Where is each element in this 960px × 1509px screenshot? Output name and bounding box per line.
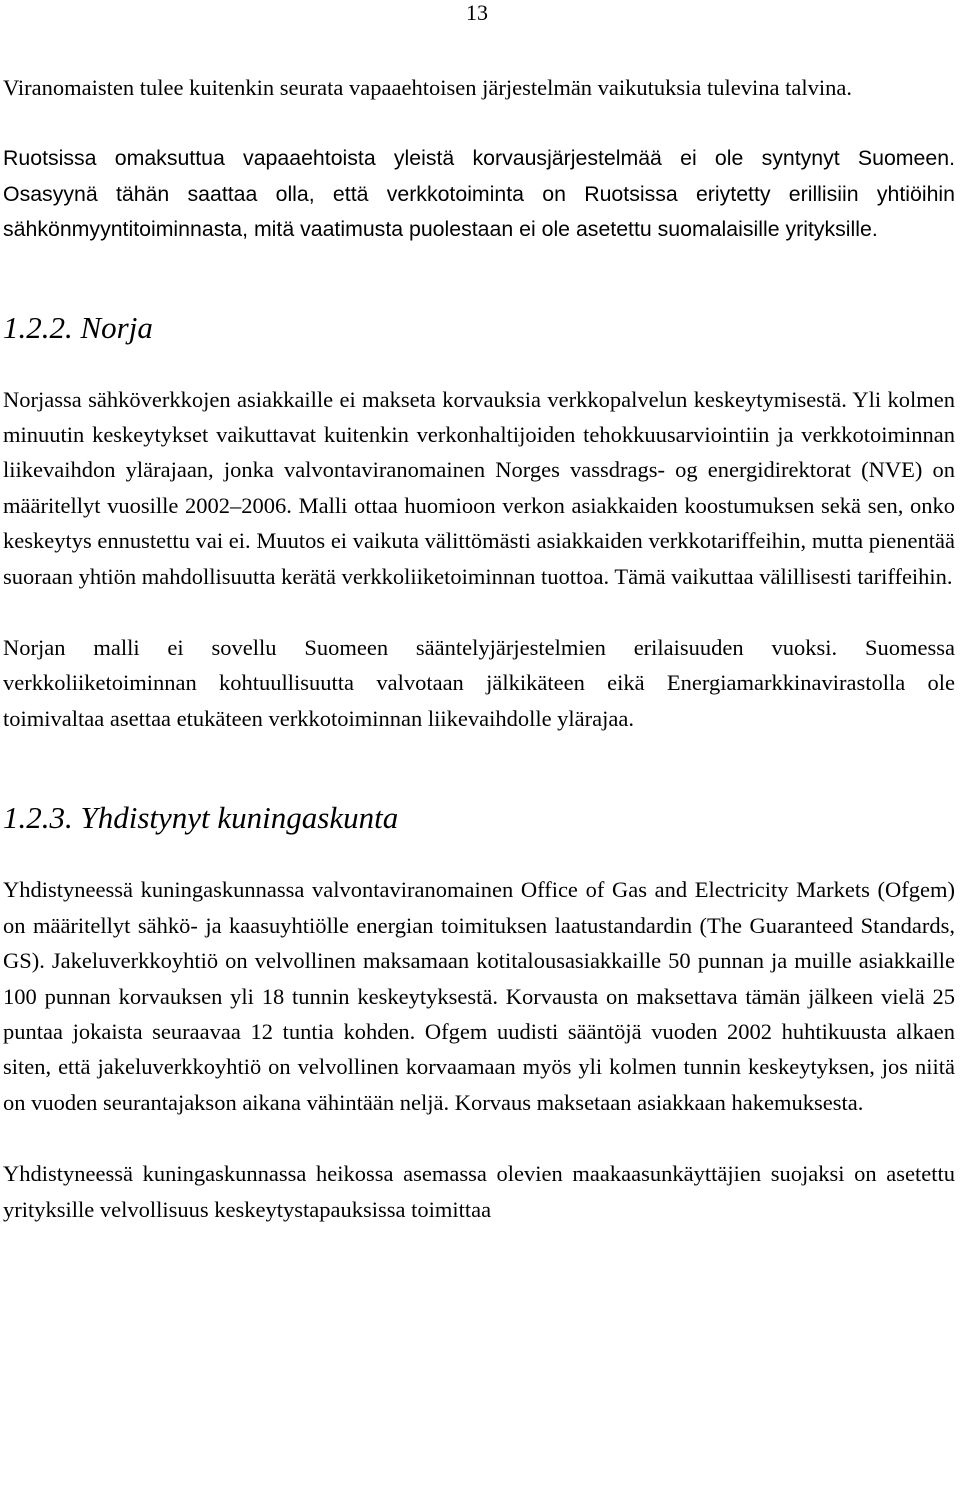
paragraph-authorities-monitoring: Viranomaisten tulee kuitenkin seurata vapaaehtoisen järjestelmän vaikutuksia tulevina talvina. <box>3 75 852 100</box>
section-heading-united-kingdom: 1.2.3. Yhdistynyt kuningaskunta <box>3 800 399 836</box>
paragraph-uk-guaranteed-standards: Yhdistyneessä kuningaskunnassa valvontaviranomainen Office of Gas and Electricity Markets (Ofgem) on määritellyt sähkö- ja kaasuyhtiölle energian toimituksen laatustandardin (The Guaranteed Standards, GS). Jakeluverkkoyhtiö on velvollinen maksamaan kotitalousasiakkaille 50 punnan ja muille asiakkaille 100 punnan korvauksen yli 18 tunnin keskeytyksestä. Korvausta on maksettava tämän jälkeen vielä 25 puntaa jokaista seuraavaa 12 tuntia kohden. Ofgem uudisti sääntöjä vuoden 2002 huhtikuusta alkaen siten, että jakeluverkkoyhtiö on velvollinen korvaamaan myös yli kolmen tunnin keskeytyksen, jos niitä on vuoden seurantajakson aikana vähintään neljä. Korvaus maksetaan asiakkaan hakemuksesta. <box>3 877 955 1115</box>
document-body <box>3 70 955 1227</box>
section-heading-norway: 1.2.2. Norja <box>3 309 153 345</box>
paragraph-norway-model: Norjassa sähköverkkojen asiakkaille ei makseta korvauksia verkkopalvelun keskeytymisestä. Yli kolmen minuutin keskeytykset vaikuttavat kuitenkin verkonhaltijoiden tehokkuusarviointiin ja verkkotoiminnan liikevaihdon ylärajaan, jonka valvontaviranomainen Norges vassdrags- og energidirektorat (NVE) on määritellyt vuosille 2002–2006. Malli ottaa huomioon verkon asiakkaiden koostumuksen sekä sen, onko keskeytys ennustettu vai ei. Muutos ei vaikuta välittömästi asiakkaiden verkkotariffeihin, mutta pienentää suoraan yhtiön mahdollisuutta kerätä verkkoliiketoiminnan tuottoa. Tämä vaikuttaa välillisesti tariffeihin. <box>3 386 955 589</box>
page-number: 13 <box>466 0 488 25</box>
paragraph-sweden-compensation: Ruotsissa omaksuttua vapaaehtoista yleistä korvausjärjestelmää ei ole syntynyt Suomeen. Osasyynä tähän saattaa olla, että verkkotoiminta on Ruotsissa eriytetty erillisiin yhtiöihin sähkönmyyntitoiminnasta, mitä vaatimusta puolestaan ei ole asetettu suomalaisille yrityksille. <box>3 146 955 242</box>
paragraph-uk-gas-users: Yhdistyneessä kuningaskunnassa heikossa asemassa olevien maakaasunkäyttäjien suojaksi on asetettu yrityksille velvollisuus keskeytystapauksissa toimittaa <box>3 1161 955 1222</box>
paragraph-norway-not-applicable: Norjan malli ei sovellu Suomeen sääntelyjärjestelmien erilaisuuden vuoksi. Suomessa verkkoliiketoiminnan kohtuullisuutta valvotaan jälkikäteen eikä Energiamarkkinavirastolla ole toimivaltaa asettaa etukäteen verkkotoiminnan liikevaihdolle ylärajaa. <box>3 635 955 731</box>
